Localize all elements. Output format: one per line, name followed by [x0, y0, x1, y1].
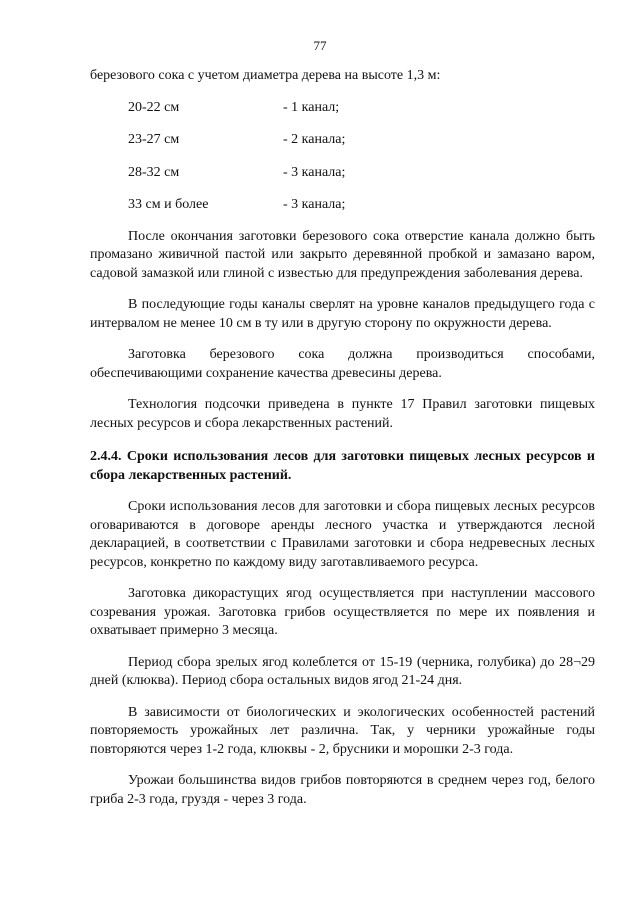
diameter-range: 33 см и более	[128, 197, 209, 212]
paragraph-berry-period: Период сбора зрелых ягод колеблется от 15-19 (черника, голубика) до 28¬29 дней (клюква). Период сбора остальных видов ягод 21-24 дня.	[90, 654, 595, 688]
channel-count: - 3 канала;	[283, 164, 346, 180]
diameter-range: 28-32 см	[128, 164, 180, 180]
channel-row	[128, 164, 595, 183]
diameter-range: 20-22 см	[128, 99, 180, 115]
channel-table	[128, 99, 595, 215]
page-content	[90, 67, 595, 809]
paragraph-sealing: После окончания заготовки березового сока отверстие канала должно быть промазано живичной пастой или закрыто деревянной пробкой и замазано варом, садовой замазкой или глиной с известью для предупреждения заболевания дерева.	[90, 228, 595, 281]
channel-row	[128, 99, 595, 118]
channel-count: - 3 канала;	[283, 197, 346, 212]
section-heading: 2.4.4. Сроки использования лесов для заготовки пищевых лесных ресурсов и сбора лекарственных растений.	[90, 449, 595, 483]
channel-count: - 1 канал;	[283, 99, 340, 115]
page-number: 77	[313, 38, 327, 53]
channel-row	[128, 196, 595, 215]
paragraph-technology: Технология подсочки приведена в пункте 17 Правил заготовки пищевых лесных ресурсов и сбора лекарственных растений.	[90, 397, 595, 431]
paragraph-yield-years: В зависимости от биологических и экологических особенностей растений повторяемость урожайных лет различна. Так, у черники урожайные годы повторяются через 1-2 года, клюквы - 2, брусники и морошки 2-3 года.	[90, 704, 595, 757]
channel-count: - 2 канала;	[283, 132, 346, 147]
diameter-range: 23-27 см	[128, 132, 180, 147]
paragraph-methods: Заготовка березового сока должна производиться способами, обеспечивающими сохранение качества древесины дерева.	[90, 347, 595, 381]
channel-row	[128, 131, 595, 150]
intro-line: березового сока с учетом диаметра дерева на высоте 1,3 м:	[90, 68, 441, 83]
paragraph-terms: Сроки использования лесов для заготовки и сбора пищевых лесных ресурсов оговариваются в договоре аренды лесного участка и утверждаются лесной декларацией, в соответствии с Правилами заготовки и сбора недревесных лесных ресурсов, конкретно по каждому виду заготавливаемого ресурса.	[90, 499, 595, 570]
paragraph-mushroom-yield: Урожаи большинства видов грибов повторяются в среднем через год, белого гриба 2-3 года, груздя - через 3 года.	[90, 773, 595, 807]
paragraph-drilling: В последующие годы каналы сверлят на уровне каналов предыдущего года с интервалом не менее 10 см в ту или в другую сторону по окружности дерева.	[90, 297, 595, 331]
paragraph-berries-mushrooms: Заготовка дикорастущих ягод осуществляется при наступлении массового созревания урожая. Заготовка грибов осуществляется по мере их появления и охватывает примерно 3 месяца.	[90, 586, 595, 638]
